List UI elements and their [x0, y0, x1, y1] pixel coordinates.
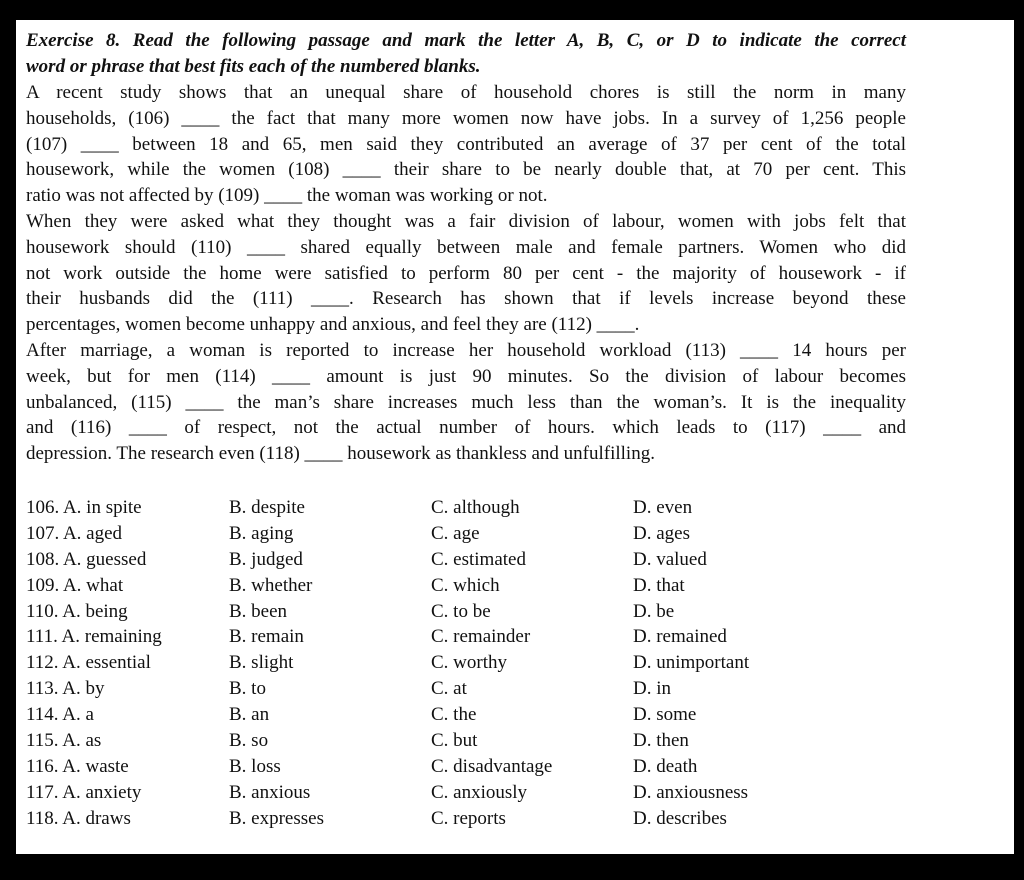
- option-d: D. anxiousness: [633, 781, 749, 803]
- option-a: 111. A. remaining: [26, 626, 162, 648]
- option-b: B. anxious: [229, 781, 311, 803]
- option-d: D. then: [633, 729, 689, 751]
- exercise-title: [26, 28, 906, 80]
- option-b: B. been: [229, 600, 288, 622]
- question-row: [26, 676, 906, 702]
- option-a: 108. A. guessed: [26, 548, 147, 570]
- option-c: C. remainder: [431, 626, 531, 648]
- option-b: B. loss: [229, 755, 281, 777]
- option-a: 114. A. a: [26, 704, 94, 726]
- option-c: C. but: [431, 729, 478, 751]
- option-d: D. that: [633, 574, 685, 596]
- passage-line: week, but for men (114) ____ amount is just 90 minutes. So the division of labour becomes: [26, 365, 906, 387]
- option-b: B. to: [229, 678, 266, 700]
- option-a: 107. A. aged: [26, 522, 123, 544]
- option-d: D. death: [633, 755, 698, 777]
- question-row: [26, 521, 906, 547]
- option-b: B. judged: [229, 548, 303, 570]
- question-row: [26, 573, 906, 599]
- option-c: C. anxiously: [431, 781, 528, 803]
- question-row: [26, 650, 906, 676]
- passage-line: their husbands did the (111) ____. Research has shown that if levels increase beyond these: [26, 288, 906, 310]
- option-a: 118. A. draws: [26, 807, 131, 829]
- option-c: C. although: [431, 496, 520, 518]
- option-d: D. valued: [633, 548, 707, 570]
- option-c: C. which: [431, 574, 500, 596]
- option-b: B. remain: [229, 626, 304, 648]
- question-row: [26, 495, 906, 521]
- option-a: 117. A. anxiety: [26, 781, 142, 803]
- option-c: C. worthy: [431, 652, 507, 674]
- document-page: [16, 20, 1014, 854]
- question-row: [26, 599, 906, 625]
- option-b: B. aging: [229, 522, 294, 544]
- option-b: B. slight: [229, 652, 294, 674]
- exercise-title-line: Exercise 8. Read the following passage and mark the letter A, B, C, or D to indicate the correct: [26, 30, 906, 51]
- option-a: 109. A. what: [26, 574, 124, 596]
- passage-line: housework should (110) ____ shared equally between male and female partners. Women who did: [26, 236, 906, 258]
- question-row: [26, 702, 906, 728]
- option-d: D. even: [633, 496, 693, 518]
- option-d: D. in: [633, 678, 671, 700]
- passage-line: A recent study shows that an unequal share of household chores is still the norm in many: [26, 82, 906, 103]
- question-row: [26, 754, 906, 780]
- option-b: B. despite: [229, 496, 305, 518]
- passage-line: depression. The research even (118) ____ housework as thankless and unfulfilling.: [26, 443, 655, 465]
- passage-line: unbalanced, (115) ____ the man’s share increases much less than the woman’s. It is the inequality: [26, 391, 906, 413]
- passage-line: After marriage, a woman is reported to increase her household workload (113) ____ 14 hours per: [26, 339, 906, 361]
- option-a: 106. A. in spite: [26, 496, 142, 518]
- option-c: C. to be: [431, 600, 491, 622]
- passage-line: not work outside the home were satisfied to perform 80 per cent - the majority of housework - if: [26, 262, 906, 284]
- option-c: C. disadvantage: [431, 755, 553, 777]
- passage-line: ratio was not affected by (109) ____ the woman was working or not.: [26, 185, 548, 207]
- answer-options: [26, 495, 906, 832]
- passage-line: (107) ____ between 18 and 65, men said they contributed an average of 37 per cent of the total: [26, 133, 906, 155]
- option-a: 112. A. essential: [26, 652, 151, 674]
- option-d: D. ages: [633, 522, 690, 544]
- option-d: D. some: [633, 704, 697, 726]
- option-b: B. whether: [229, 574, 313, 596]
- passage: [26, 80, 906, 467]
- question-row: [26, 806, 906, 832]
- option-a: 116. A. waste: [26, 755, 129, 777]
- option-a: 113. A. by: [26, 678, 105, 700]
- option-d: D. be: [633, 600, 675, 622]
- option-a: 110. A. being: [26, 600, 128, 622]
- option-b: B. so: [229, 729, 269, 751]
- option-b: B. expresses: [229, 807, 324, 829]
- question-row: [26, 728, 906, 754]
- option-c: C. the: [431, 704, 477, 726]
- option-c: C. reports: [431, 807, 506, 829]
- option-c: C. estimated: [431, 548, 526, 570]
- option-c: C. age: [431, 522, 480, 544]
- option-a: 115. A. as: [26, 729, 102, 751]
- document-content: [26, 28, 906, 832]
- option-d: D. remained: [633, 626, 727, 648]
- option-c: C. at: [431, 678, 467, 700]
- option-d: D. unimportant: [633, 652, 750, 674]
- passage-line: and (116) ____ of respect, not the actual number of hours. which leads to (117) ____ and: [26, 417, 906, 439]
- option-b: B. an: [229, 704, 270, 726]
- question-row: [26, 547, 906, 573]
- option-d: D. describes: [633, 807, 727, 829]
- passage-line: When they were asked what they thought was a fair division of labour, women with jobs felt that: [26, 210, 906, 232]
- passage-line: households, (106) ____ the fact that many more women now have jobs. In a survey of 1,256 people: [26, 107, 906, 129]
- exercise-title-line: word or phrase that best fits each of the numbered blanks.: [26, 56, 481, 77]
- question-row: [26, 780, 906, 806]
- passage-line: housework, while the women (108) ____ their share to be nearly double that, at 70 per cent. This: [26, 159, 906, 181]
- question-row: [26, 624, 906, 650]
- passage-line: percentages, women become unhappy and anxious, and feel they are (112) ____.: [26, 314, 640, 336]
